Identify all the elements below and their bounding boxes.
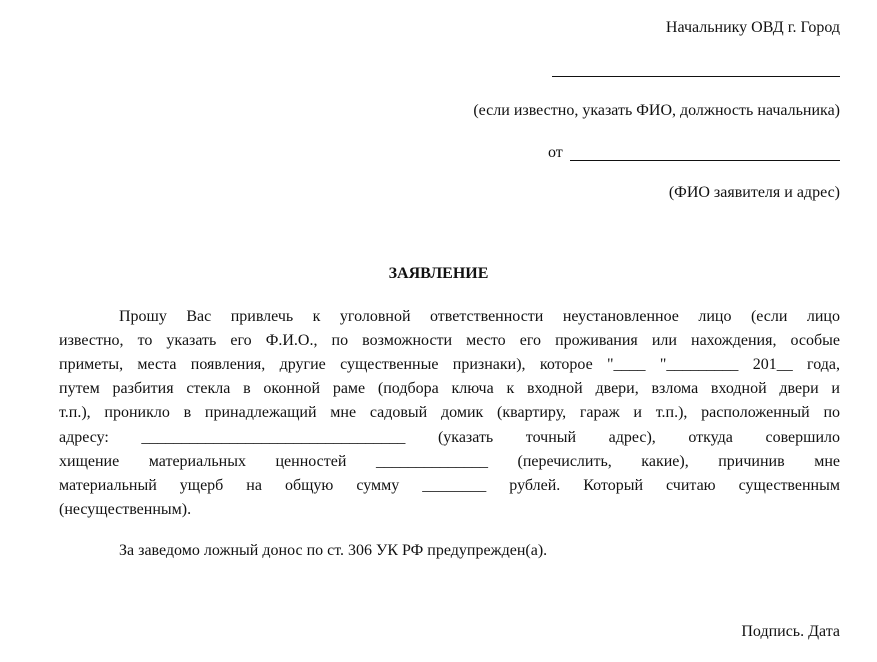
- applicant-blank-line: [570, 160, 840, 161]
- from-label: от: [548, 144, 563, 161]
- addressee: Начальнику ОВД г. Город: [665, 19, 840, 36]
- body-line: т.п.), проникло в принадлежащий мне садовый домик (квартиру, гараж и т.п.), расположенный по: [59, 404, 840, 421]
- body-line: адресу: _________________________________ (указать точный адрес), откуда совершило: [59, 429, 840, 446]
- addressee-note: (если известно, указать ФИО, должность начальника): [473, 102, 840, 119]
- body-line: Прошу Вас привлечь к уголовной ответственности неустановленное лицо (если лицо: [119, 308, 840, 325]
- signature-date: Подпись. Дата: [741, 623, 840, 640]
- false-report-warning: За заведомо ложный донос по ст. 306 УК РФ предупрежден(а).: [119, 542, 548, 559]
- body-line: известно, то указать его Ф.И.О., по возможности место его проживания или нахождения, особые: [59, 332, 840, 349]
- body-line: материальный ущерб на общую сумму ________ рублей. Который считаю существенным: [59, 477, 840, 494]
- body-line: (несущественным).: [59, 501, 192, 518]
- body-line: путем разбития стекла в оконной раме (подбора ключа к входной двери, взлома входной двери и: [59, 380, 840, 397]
- addressee-blank-line: [552, 76, 840, 77]
- applicant-note: (ФИО заявителя и адрес): [668, 184, 840, 201]
- document-title: ЗАЯВЛЕНИЕ: [388, 265, 489, 282]
- body-line: приметы, места появления, другие существенные признаки), которое "____ "_________ 201__ года,: [59, 356, 840, 373]
- body-line: хищение материальных ценностей ______________ (перечислить, какие), причинив мне: [59, 453, 840, 470]
